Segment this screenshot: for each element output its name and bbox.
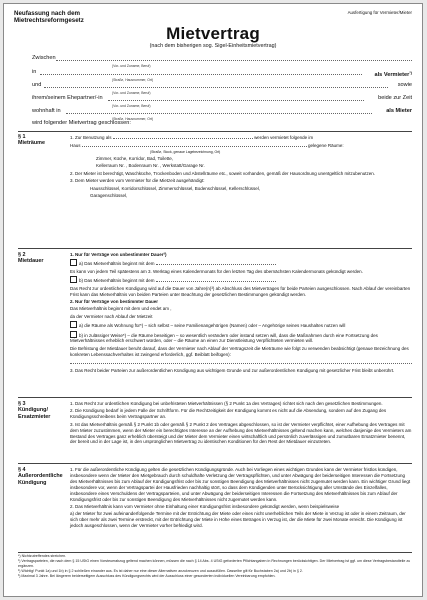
s2-option-1b-text: Das Recht zur ordentlichen Kündigung wird auf die Dauer von Jahre(n)³) ab Abschluss des Mietvertrages für beide Parteien ausgeschlossen. Nach Ablauf der vereinbarten Frist kann das Mietverhältnis von beiden Parteien unter Beachtung der gesetzlichen Bestimmungen gekündigt werden. [70, 285, 411, 297]
revision-note: Neufassung nach dem Mietrechtsreformgesetz [14, 10, 84, 24]
divider [18, 131, 412, 132]
party-landlord-address-row [32, 68, 412, 82]
divider [18, 397, 412, 398]
document-title: Mietvertrag [166, 24, 260, 43]
s2-option-1a: a) Das Mietverhältnis beginnt mit dem [79, 261, 155, 267]
rooms-line: Zimmer, Küche, Korridor, Bad, Toilette, [96, 155, 173, 161]
footnote-2: ²) Wichtig! Punkt 1a) und 1b) in § 2 schließen einander aus. Es ist daher nur eine dieser Alternativen anzukreuzen und auszufüllen. Dasselbe gilt für Buchstaben 2a) und 2b) in § 2. [18, 568, 303, 573]
section-3-title: Kündigung/ Ersatzmieter [18, 407, 51, 420]
party-spouse-row [32, 94, 412, 108]
hint-name-3: (Vor- und Zuname, Beruf) [112, 104, 151, 108]
section-1-title: Mieträume [18, 140, 45, 147]
footnote-star: *) Nichtzutreffendes streichen. [18, 554, 67, 558]
start-date-field-1b[interactable] [156, 277, 276, 282]
s2-paragraph-3: 3. Das Recht beider Parteien zur außerordentlichen Kündigung aus wichtigem Grunde und zur außerordentlichen Kündigung mit gesetzlicher Frist bleibt unberührt. [70, 367, 395, 373]
s2-heading-2: 2. Nur für Verträge von bestimmter Dauer [70, 298, 159, 304]
checkbox-2-2a[interactable] [70, 321, 77, 328]
s2-reason-intro: da der Vermieter nach Ablauf der Mietzeit [70, 313, 153, 319]
section-1-body [70, 134, 412, 200]
use-reason-field[interactable] [70, 359, 412, 364]
contract-page [3, 3, 423, 597]
section-3-number: § 3 [18, 401, 26, 407]
rooms-line-2: Kellerraum Nr. , Bodenraum Nr. , Werkstatt/Garage Nr. [96, 163, 205, 169]
footnote-1: ¹) Vertragsparteien, die nach dem § 15 UStG einen Vorsteuerabzug geltend machen können, müssen die nach § 14 Abs. 4 UStG geforderten Pflichtangaben in Rechnungen berücksichtigen. Der Mietvertrag ist ggf. um diese Vertragsbestandteile zu ergänzen. [18, 559, 411, 568]
section-4-body [70, 467, 412, 531]
house-location-field[interactable] [82, 142, 307, 147]
label-sowie: sowie [397, 82, 412, 88]
section-2-title: Mietdauer [18, 258, 44, 265]
s1-house-label: Haus [70, 143, 81, 149]
section-3-heading [18, 401, 64, 420]
keys-line: Hausschlüssel, Korridorschlüssel, Zimmerschlüssel, Bodenschlüssel, Kellerschlüssel, [90, 185, 261, 191]
keys-line-2: Garagenschlüssel, [90, 192, 128, 198]
label-ehepartner: ihrem/seinem Ehepartner/-in [32, 95, 103, 101]
usage-field[interactable] [113, 134, 253, 139]
checkbox-2-2b[interactable] [70, 331, 77, 338]
s4-paragraph-2: 2. Das Mietverhältnis kann vom Vermieter ohne Einhaltung einer Kündigungsfrist insbesondere gekündigt werden, wenn beispielsweise [70, 503, 340, 509]
s2-use-statement: Die Befristung der Mietdauer beruht darauf, dass der Vermieter nach Ablauf der Vertragszeit die Mieträume wie folgt zu verwenden beabsichtigt (genaue Bezeichnung des konkreten Lebenssachverhaltes ist zwingend erforderlich, ggf. Beiblatt beifügen): [70, 345, 409, 357]
landlord-name-field[interactable] [56, 54, 412, 61]
checkbox-2-1b[interactable] [70, 276, 77, 283]
section-4-heading [18, 467, 64, 486]
copy-designation: Ausfertigung für Vermieter/Mieter [347, 10, 412, 15]
s2-option-2b: b) in zulässiger Weise*) – die Räume beseitigen – so wesentlich verändern oder instand setzen will, dass die Maßnahmen durch eine Fortsetzung des Mietverhältnisses erheblich erschwert würden, oder – die Räume an einen zur Dienstleistung Verpflichteten vermieten will. [70, 332, 378, 344]
label-beide-zur-zeit: beide zur Zeit [378, 95, 412, 101]
s2-heading-1: 1. Nur für Verträge von unbestimmter Dauer²) [70, 252, 167, 257]
party-landlord-name-row [32, 54, 412, 68]
document-subtitle: (nach dem bisherigen sog. Sigel-Einheitsmietvertrag) [149, 43, 277, 49]
hint-name: (Vor- und Zuname, Beruf) [112, 64, 151, 68]
section-4-number: § 4 [18, 467, 26, 473]
label-zwischen: Zwischen [32, 55, 56, 61]
landlord-address-field[interactable] [40, 68, 362, 75]
hint-address-2: (Straße, Hausnummer, Ort) [112, 117, 154, 121]
section-3-body [70, 401, 412, 447]
divider [18, 248, 412, 249]
s1-usage-label: 1. Zur Benutzung als [70, 135, 112, 140]
s3-paragraph-2: 2. Die Kündigung bedarf in jedem Falle der Schriftform. Für die Rechtzeitigkeit der Kündigung kommt es nicht auf die Absendung, sondern auf den Zugang des Kündigungsschreibens beim Vertragspartner an. [70, 408, 387, 420]
section-1-heading [18, 134, 64, 147]
section-1-number: § 1 [18, 134, 26, 140]
label-und: und [32, 82, 42, 88]
divider [18, 463, 412, 464]
s4-paragraph-2a: a) der Mieter für zwei aufeinanderfolgende Termine mit der Entrichtung der Miete oder eines nicht unerheblichen Teils der Miete in Verzug ist oder in einem Zeitraum, der sich über mehr als zwei Termine erstreckt, mit der Entrichtung der Miete in Höhe eines Betrages in Verzug ist, der die Miete für zwei Monate erreicht. Die Kündigung ist jedoch ausgeschlossen, wenn der Vermieter vorher befriedigt wird. [70, 511, 406, 529]
s1-usage-suffix: werden vermietet folgende im [254, 135, 314, 140]
hint-name-2: (Vor- und Zuname, Beruf) [112, 91, 151, 95]
label-als-vermieter: als Vermieter$^{^1)}$ [374, 70, 412, 78]
tenant-name-field[interactable] [44, 81, 388, 88]
s1-rooms-label: gelegene Räume: [308, 143, 344, 149]
spouse-name-field[interactable] [108, 94, 364, 101]
s1-paragraph-2: 2. Der Mieter ist berechtigt, Waschküche, Trockenboden und Abstellräume etc., soweit vorhanden, gemäß der Hausordnung unentgeltlich mitzubenutzen. [70, 170, 376, 176]
footnote-3: ³) Maximal 3 Jahre. Bei längerem beiderseitigem Ausschluss des Kündigungsrechts wird der Ausschluss einer gesonderten individuellen Vereinbarung empfohlen. [18, 574, 276, 579]
s2-start-end: Das Mietverhältnis beginnt mit dem und endet am , [70, 306, 172, 312]
contract-intro: wird folgender Mietvertrag geschlossen: [32, 120, 131, 126]
section-4-title: Außerordentliche Kündigung [18, 473, 63, 486]
hint-address: (Straße, Hausnummer, Ort) [112, 78, 154, 82]
label-in: in [32, 69, 37, 75]
tenant-address-field[interactable] [66, 107, 372, 114]
section-2-number: § 2 [18, 252, 26, 258]
label-wohnhaft: wohnhaft in [32, 108, 61, 114]
s2-option-1b: b) Das Mietverhältnis beginnt mit dem [79, 278, 155, 284]
section-2-heading [18, 252, 64, 265]
house-hint: (Straße, Stock, genaue Lagebezeichnung, Ort) [150, 149, 221, 154]
s1-paragraph-3: 3. Dem Mieter werden vom Vermieter für die Mietzeit ausgehändigt: [70, 178, 205, 184]
s2-option-1a-text: Es kann von jedem Teil spätestens am 3. Werktag eines Kalendermonats für den letzten Tag des übernächsten Kalendermonats gekündigt werden. [70, 268, 363, 274]
label-als-mieter: als Mieter [386, 108, 412, 114]
closing-row [32, 119, 412, 128]
start-date-field-1a[interactable] [156, 260, 276, 265]
s4-paragraph-1: 1. Für die außerordentliche Kündigung gelten die gesetzlichen Kündigungsgründe. Auch bei Vorliegen eines wichtigen Grundes kann der Vermieter fristlos kündigen, insbesondere wenn der Mieter den Mietgebrauch durch schuldhafte Verletzung der Vertragspflichten, und unter Abwägung der beiderseitigen Interessen die Fortsetzung des Mietverhältnisses bis zum Ablauf der Kündigungsfrist oder bis zur sonstigen Beendigung des Mietverhältnisses nicht zugemutet werden kann. Ein wichtiger Grund liegt insbesondere vor, wenn der Vertragspartei der Hausfrieden nachhaltig stört, so dass dem Kündigenden unter Berücksichtigung aller Umstände des Einzelfalles, insbesondere eines Verschuldens der Vertragsparteien, und unter Abwägung der beiderseitigen Interessen die Fortsetzung des Mietverhältnisses bis zum Ablauf der Kündigungsfrist oder bis zur sonstigen Beendigung des Mietverhältnisses nicht zugemutet werden kann. [70, 467, 411, 502]
section-2-body [70, 252, 412, 375]
footnotes [18, 554, 412, 579]
footnote-divider [18, 552, 412, 553]
s2-option-2a: a) die Räume als Wohnung für*) – sich selbst – seine Familienangehörigen (Namen) oder – Angehörige seines Haushaltes nutzen will [79, 323, 346, 329]
checkbox-2-1a[interactable] [70, 259, 77, 266]
s3-paragraph-1: 1. Das Recht zur ordentlichen Kündigung bei unbefristeten Mietverhältnissen (§ 2 Punkt 1a des Vertrages) richtet sich nach den gesetzlichen Bestimmungen. [70, 401, 383, 406]
s3-paragraph-3: 3. Ist das Mietverhältnis gemäß § 2 Punkt 1b oder gemäß § 2 Punkt 2 des Vertrages abgeschlossen, so ist der Vermieter verpflichtet, einer Aufhebung des Vertrages mit dem Mieter zuzustimmen, wenn der Mieter ein berechtigtes Interesse an der Aufhebung des Mietverhältnisses geltend machen kann, welches dasjenige des Vermieters am Bestand des Vertrages ganz erheblich übersteigt und der Mieter dem Vermieter einen wirtschaftlich und persönlich zuverlässigen und zumutbaren Ersatzmieter benennt, der bereit und in der Lage ist, in den ursprünglichen Mietvertrag zu identischen Konditionen für den Rest der Mietdauer einzutreten. [70, 421, 412, 445]
party-tenant-name-row [32, 81, 412, 95]
party-tenant-address-row [32, 107, 412, 121]
